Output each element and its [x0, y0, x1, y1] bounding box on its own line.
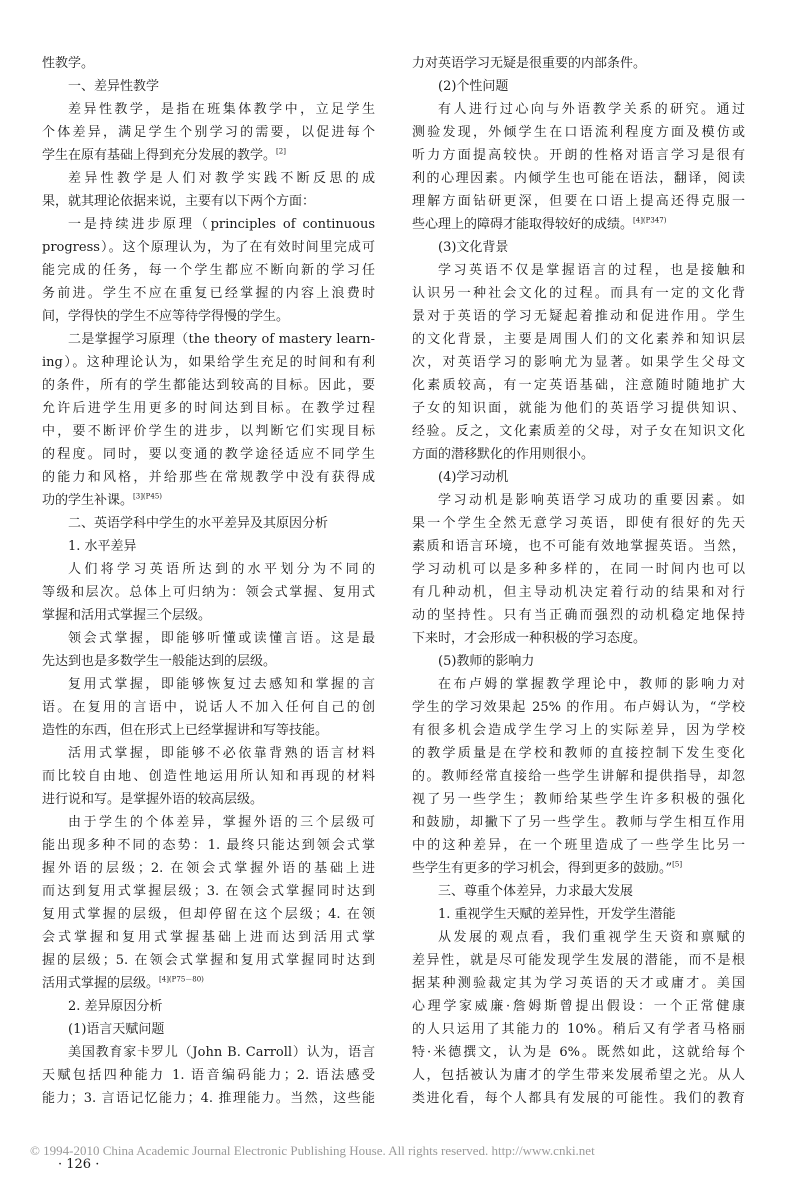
- text-line: [42, 213, 375, 236]
- text-line: [42, 443, 375, 466]
- line-text: 方面的潜移默化的作用则很小。: [412, 447, 595, 462]
- line-text: 测验发现，外倾学生在口语流利程度方面及模仿或: [412, 125, 745, 140]
- text-line: [42, 167, 375, 190]
- line-text: (3)文化背景: [438, 240, 509, 255]
- line-text: 差异性，就是尽可能发现学生发展的潜能，而不是根: [412, 953, 745, 968]
- text-line: [42, 558, 375, 581]
- line-text: 复用式掌握，即能够恢复过去感知和掌握的言: [68, 677, 375, 692]
- line-text: 有人进行过心向与外语教学关系的研究。通过: [438, 102, 745, 117]
- line-text: 从发展的观点看，我们重视学生天资和禀赋的: [438, 930, 745, 945]
- line-text: 的教学质量是在学校和教师的直接控制下发生变化: [412, 746, 745, 761]
- text-line: [412, 190, 745, 213]
- text-line: [42, 903, 375, 926]
- text-line: [42, 926, 375, 949]
- text-line: [42, 581, 375, 604]
- text-line: [42, 374, 375, 397]
- text-line: [412, 489, 745, 512]
- line-text: 化素质较高，有一定英语基础，注意随时随地扩大: [412, 378, 745, 393]
- text-line: [412, 581, 745, 604]
- text-line: [412, 328, 745, 351]
- text-line: [412, 512, 745, 535]
- text-line: [412, 167, 745, 190]
- line-text: ing）。这种理论认为，如果给学生充足的时间和有利: [42, 355, 375, 370]
- line-text: 一、差异性教学: [68, 79, 160, 94]
- text-line: [412, 443, 745, 466]
- line-text: 的程度。同时，要以变通的教学途径适应不同学生: [42, 447, 375, 462]
- text-line: [42, 673, 375, 696]
- line-text: 学生的学习效果起 25% 的作用。布卢姆认为，“学校: [412, 700, 745, 715]
- text-line: [412, 1087, 745, 1110]
- text-line: [42, 995, 375, 1018]
- line-text: 下来时，才会形成一种积极的学习态度。: [412, 631, 647, 646]
- line-text: 掌握和活用式掌握三个层级。: [42, 608, 212, 623]
- text-line: [42, 259, 375, 282]
- text-line: [412, 834, 745, 857]
- line-text: 天赋包括四种能力 1. 语音编码能力；2. 语法感受: [42, 1068, 375, 1083]
- text-line: [412, 213, 745, 236]
- text-line: [42, 1041, 375, 1064]
- text-line: [412, 926, 745, 949]
- text-line: [42, 949, 375, 972]
- text-line: [412, 374, 745, 397]
- line-text: 1. 水平差异: [68, 539, 137, 554]
- line-text: 的条件，所有的学生都能达到较高的目标。因此，要: [42, 378, 375, 393]
- line-text: 些心理上的障碍才能取得较好的成绩。: [412, 217, 634, 232]
- text-line: [412, 604, 745, 627]
- text-line: [42, 1018, 375, 1041]
- line-text: 次，对英语学习的影响尤为显著。如果学生父母文: [412, 355, 745, 370]
- line-text: 等级和层次。总体上可归纳为：领会式掌握、复用式: [42, 585, 375, 600]
- text-line: [412, 397, 745, 420]
- line-text: 人，包括被认为庸才的学生带来发展希望之光。从人: [412, 1068, 745, 1083]
- text-line: [412, 282, 745, 305]
- line-text: 而比较自由地、创造性地运用所认知和再现的材料: [42, 769, 375, 784]
- text-line: [42, 397, 375, 420]
- citation-ref: [4](P347): [633, 216, 667, 225]
- text-line: [42, 1064, 375, 1087]
- line-text: 能完成的任务，每一个学生都应不断向新的学习任: [42, 263, 375, 278]
- line-text: 动的坚持性。只有当正确而强烈的动机稳定地保持: [412, 608, 745, 623]
- line-text: (1)语言天赋问题: [68, 1022, 165, 1037]
- line-text: 认识另一种社会文化的过程。而具有一定的文化背: [412, 286, 745, 301]
- text-line: [412, 627, 745, 650]
- text-line: [412, 765, 745, 788]
- line-text: 而达到复用式掌握层级；3. 在领会式掌握同时达到: [42, 884, 375, 899]
- text-line: [412, 673, 745, 696]
- text-line: [412, 719, 745, 742]
- text-line: [42, 121, 375, 144]
- line-text: 学生在原有基础上得到充分发展的教学。: [42, 148, 277, 163]
- line-text: 的人只运用了其能力的 10%。稍后又有学者马格丽: [412, 1022, 745, 1037]
- text-line: [42, 190, 375, 213]
- line-text: 经验。反之，文化素质差的父母，对子女在知识文化: [412, 424, 745, 439]
- text-line: [42, 466, 375, 489]
- text-line: [412, 144, 745, 167]
- line-text: 视了另一些学生；教师给某些学生许多积极的强化: [412, 792, 745, 807]
- citation-ref: [3](P45): [133, 492, 163, 501]
- citation-ref: [4](P75－80): [159, 975, 204, 984]
- line-text: 会式掌握和复用式掌握基础上进而达到活用式掌: [42, 930, 375, 945]
- text-line: [42, 305, 375, 328]
- line-text: 允许后进学生用更多的时间达到目标。在教学过程: [42, 401, 375, 416]
- line-text: 心理学家威廉·詹姆斯曾提出假设：一个正常健康: [412, 999, 745, 1014]
- text-line: [42, 880, 375, 903]
- text-line: [412, 650, 745, 673]
- line-text: 利的心理因素。内倾学生也可能在语法，翻译，阅读: [412, 171, 745, 186]
- text-line: [412, 98, 745, 121]
- line-text: 差异性教学是人们对教学实践不断反思的成: [68, 171, 375, 186]
- text-line: [412, 259, 745, 282]
- line-text: 的。教师经常直接给一些学生讲解和提供指导，却忽: [412, 769, 745, 784]
- line-text: progress）。这个原理认为，为了在有效时间里完成可: [42, 240, 375, 255]
- line-text: 能出现多种不同的态势：1. 最终只能达到领会式掌: [42, 838, 375, 853]
- line-text: 有很多机会造成学生学习上的实际差异，因为学校: [412, 723, 745, 738]
- line-text: 据某种测验裁定其为学习英语的天才或庸才。美国: [412, 976, 745, 991]
- text-line: [412, 811, 745, 834]
- line-text: 些学生有更多的学习机会，得到更多的鼓励。”: [412, 861, 673, 876]
- line-text: 果一个学生全然无意学习英语，即使有很好的先天: [412, 516, 745, 531]
- line-text: 一是持续进步原理（principles of continuous: [68, 217, 375, 232]
- text-line: [412, 1018, 745, 1041]
- line-text: 复用式掌握的层级，但却停留在这个层级；4. 在领: [42, 907, 375, 922]
- text-line: [412, 466, 745, 489]
- line-text: 二是掌握学习原理（the theory of mastery learn-: [68, 332, 375, 347]
- line-text: 特·米德撰文，认为是 6%。既然如此，这就给每个: [412, 1045, 745, 1060]
- text-line: [42, 834, 375, 857]
- text-line: [42, 742, 375, 765]
- text-line: [42, 236, 375, 259]
- text-line: [42, 489, 375, 512]
- line-text: 握的层级；5. 在领会式掌握和复用式掌握同时达到: [42, 953, 375, 968]
- text-line: [412, 995, 745, 1018]
- text-line: [42, 351, 375, 374]
- left-column: [42, 52, 375, 1110]
- citation-ref: [5]: [672, 860, 683, 869]
- text-line: [412, 903, 745, 926]
- text-line: [42, 765, 375, 788]
- line-text: 的能力和风格，并给那些在常规教学中没有获得成: [42, 470, 375, 485]
- line-text: 间，学得快的学生不应等待学得慢的学生。: [42, 309, 290, 324]
- text-line: [412, 696, 745, 719]
- text-line: [42, 788, 375, 811]
- line-text: 在布卢姆的掌握教学理论中，教师的影响力对: [438, 677, 745, 692]
- text-line: [412, 972, 745, 995]
- line-text: 和鼓励，却撇下了另一些学生。教师与学生相互作用: [412, 815, 745, 830]
- text-line: [412, 949, 745, 972]
- line-text: 的文化背景，主要是周围人们的文化素养和知识层: [412, 332, 745, 347]
- page-number: · 126 ·: [58, 1157, 100, 1172]
- citation-ref: [2]: [276, 147, 286, 156]
- line-text: 子女的知识面，就能为他们的英语学习提供知识、: [412, 401, 745, 416]
- line-text: 人们将学习英语所达到的水平划分为不同的: [68, 562, 375, 577]
- text-line: [42, 719, 375, 742]
- line-text: 领会式掌握，即能够听懂或读懂言语。这是最: [68, 631, 375, 646]
- line-text: 类进化看，每个人都具有发展的可能性。我们的教育: [412, 1091, 745, 1106]
- text-line: [412, 535, 745, 558]
- line-text: 进行说和写。是掌握外语的较高层级。: [42, 792, 264, 807]
- line-text: 有几种动机，但主导动机决定着行动的结果和对行: [412, 585, 745, 600]
- text-line: [42, 52, 375, 75]
- line-text: 2. 差异原因分析: [68, 999, 163, 1014]
- text-line: [42, 811, 375, 834]
- right-column: [412, 52, 745, 1110]
- text-line: [42, 144, 375, 167]
- line-text: 学习动机可以是多种多样的，在同一时间内也可以: [412, 562, 745, 577]
- text-line: [42, 1087, 375, 1110]
- line-text: 语。在复用的言语中，说话人不加入任何自己的创: [42, 700, 375, 715]
- line-text: 中的这种差异，在一个班里造成了一些学生比另一: [412, 838, 745, 853]
- line-text: 活用式掌握的层级。: [42, 976, 160, 991]
- text-line: [412, 121, 745, 144]
- text-line: [412, 420, 745, 443]
- line-text: 美国教育家卡罗儿（John B. Carroll）认为，语言: [68, 1045, 375, 1060]
- text-line: [42, 98, 375, 121]
- text-line: [412, 788, 745, 811]
- line-text: 活用式掌握，即能够不必依靠背熟的语言材料: [68, 746, 375, 761]
- text-line: [42, 328, 375, 351]
- line-text: 景对于英语的学习无疑起着推动和促进作用。学生: [412, 309, 745, 324]
- line-text: 差异性教学，是指在班集体教学中，立足学生: [68, 102, 375, 117]
- text-line: [412, 305, 745, 328]
- text-line: [42, 535, 375, 558]
- line-text: (5)教师的影响力: [438, 654, 535, 669]
- text-line: [412, 75, 745, 98]
- copyright-footer: © 1994-2010 China Academic Journal Electronic Publishing House. All rights reserved. http://www.cnki.net: [30, 1143, 595, 1158]
- text-line: [42, 627, 375, 650]
- text-line: [412, 880, 745, 903]
- line-text: 力对英语学习无疑是很重要的内部条件。: [412, 56, 647, 71]
- text-line: [42, 696, 375, 719]
- line-text: 学习动机是影响英语学习成功的重要因素。如: [438, 493, 745, 508]
- line-text: 由于学生的个体差异，掌握外语的三个层级可: [68, 815, 375, 830]
- text-line: [42, 420, 375, 443]
- text-line: [412, 351, 745, 374]
- line-text: 果，就其理论依据来说，主要有以下两个方面：: [42, 194, 316, 209]
- line-text: 功的学生补课。: [42, 493, 134, 508]
- text-line: [412, 236, 745, 259]
- line-text: 听力方面提高较快。开朗的性格对语言学习是很有: [412, 148, 745, 163]
- text-line: [42, 604, 375, 627]
- line-text: 先达到也是多数学生一般能达到的层级。: [42, 654, 277, 669]
- text-line: [42, 512, 375, 535]
- text-line: [42, 75, 375, 98]
- text-line: [412, 52, 745, 75]
- text-line: [42, 972, 375, 995]
- line-text: 三、尊重个体差异，力求最大发展: [438, 884, 634, 899]
- line-text: 学习英语不仅是掌握语言的过程，也是接触和: [438, 263, 745, 278]
- line-text: 1. 重视学生天赋的差异性，开发学生潜能: [438, 907, 676, 922]
- text-line: [42, 282, 375, 305]
- text-line: [412, 857, 745, 880]
- line-text: 个体差异，满足学生个别学习的需要，以促进每个: [42, 125, 375, 140]
- text-line: [42, 650, 375, 673]
- text-line: [412, 1041, 745, 1064]
- line-text: 理解方面钻研更深，但要在口语上提高还得克服一: [412, 194, 745, 209]
- line-text: 素质和语言环境，也不可能有效地掌握英语。当然，: [412, 539, 745, 554]
- text-line: [412, 558, 745, 581]
- line-text: 务前进。学生不应在重复已经掌握的内容上浪费时: [42, 286, 375, 301]
- line-text: 中，要不断评价学生的进步，以判断它们实现目标: [42, 424, 375, 439]
- line-text: 握外语的层级；2. 在领会式掌握外语的基础上进: [42, 861, 375, 876]
- line-text: 性教学。: [42, 56, 95, 71]
- line-text: 能力；3. 言语记忆能力；4. 推理能力。当然，这些能: [42, 1091, 375, 1106]
- text-line: [412, 1064, 745, 1087]
- line-text: (2)个性问题: [438, 79, 509, 94]
- line-text: 造性的东西，但在形式上已经掌握讲和写等技能。: [42, 723, 329, 738]
- line-text: (4)学习动机: [438, 470, 509, 485]
- line-text: 二、英语学科中学生的水平差异及其原因分析: [68, 516, 329, 531]
- text-line: [42, 857, 375, 880]
- text-line: [412, 742, 745, 765]
